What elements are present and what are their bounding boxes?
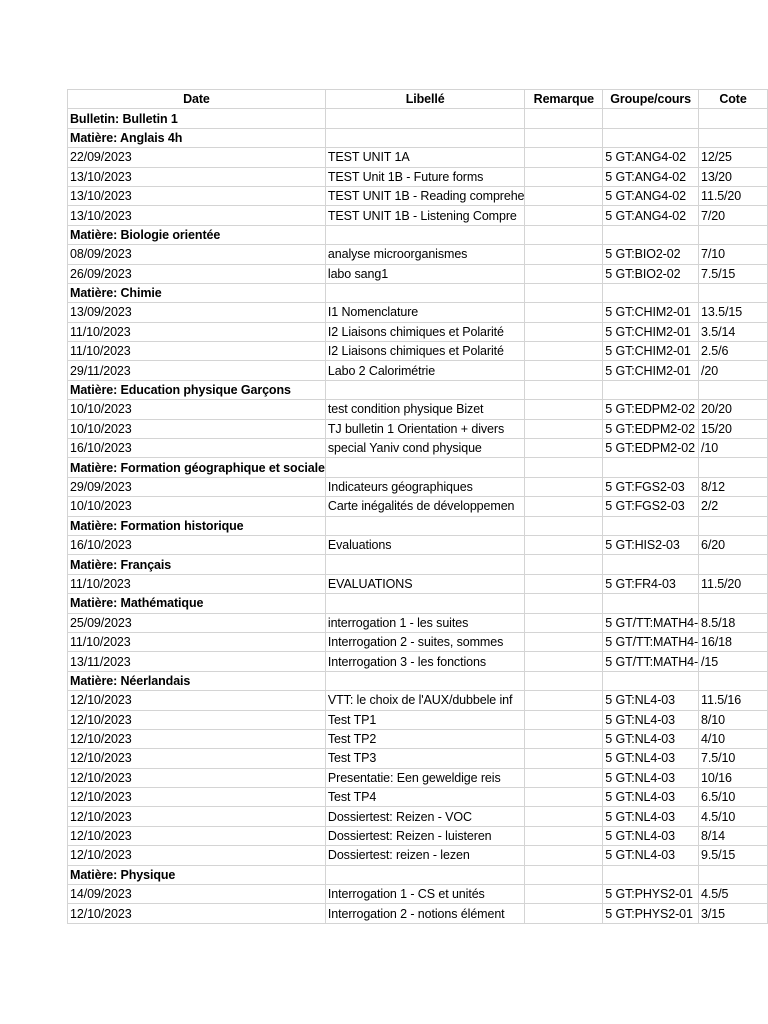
cote-cell: 11.5/20	[699, 186, 768, 205]
table-row	[68, 245, 768, 264]
groupe-cell: 5 GT:PHYS2-01	[603, 885, 699, 904]
date-cell: 12/10/2023	[68, 710, 326, 729]
libelle-cell: Test TP3	[325, 749, 525, 768]
cote-cell: 13/20	[699, 167, 768, 186]
date-cell: 13/10/2023	[68, 206, 326, 225]
libelle-cell: Dossiertest: Reizen - VOC	[325, 807, 525, 826]
remarque-cell	[525, 186, 603, 205]
cote-cell: 2/2	[699, 497, 768, 516]
groupe-cell: 5 GT:NL4-03	[603, 710, 699, 729]
section-row	[68, 458, 768, 477]
section-row	[68, 555, 768, 574]
section-label: Matière: Anglais 4h	[68, 128, 326, 147]
groupe-cell: 5 GT:FR4-03	[603, 574, 699, 593]
date-cell: 16/10/2023	[68, 535, 326, 554]
empty-cell	[603, 555, 699, 574]
cote-cell: 20/20	[699, 400, 768, 419]
table-row	[68, 613, 768, 632]
header-groupe-cours: Groupe/cours	[603, 90, 699, 109]
groupe-cell: 5 GT:EDPM2-02	[603, 400, 699, 419]
section-row	[68, 380, 768, 399]
cote-cell: /15	[699, 652, 768, 671]
cote-cell: 4.5/5	[699, 885, 768, 904]
date-cell: 11/10/2023	[68, 322, 326, 341]
table-row	[68, 439, 768, 458]
empty-cell	[699, 109, 768, 128]
libelle-cell: Indicateurs géographiques	[325, 477, 525, 496]
empty-cell	[525, 516, 603, 535]
remarque-cell	[525, 691, 603, 710]
remarque-cell	[525, 749, 603, 768]
groupe-cell: 5 GT:NL4-03	[603, 768, 699, 787]
groupe-cell: 5 GT:HIS2-03	[603, 535, 699, 554]
cote-cell: 2.5/6	[699, 342, 768, 361]
remarque-cell	[525, 846, 603, 865]
cote-cell: 16/18	[699, 632, 768, 651]
section-label: Matière: Formation géographique et sociale	[68, 458, 326, 477]
table-row	[68, 729, 768, 748]
cote-cell: 10/16	[699, 768, 768, 787]
date-cell: 16/10/2023	[68, 439, 326, 458]
groupe-cell: 5 GT:NL4-03	[603, 691, 699, 710]
empty-cell	[603, 594, 699, 613]
cote-cell: 7.5/10	[699, 749, 768, 768]
date-cell: 13/10/2023	[68, 167, 326, 186]
empty-cell	[603, 225, 699, 244]
table-row	[68, 749, 768, 768]
cote-cell: 6/20	[699, 535, 768, 554]
table-row	[68, 186, 768, 205]
table-row	[68, 807, 768, 826]
date-cell: 11/10/2023	[68, 632, 326, 651]
remarque-cell	[525, 807, 603, 826]
groupe-cell: 5 GT:ANG4-02	[603, 167, 699, 186]
date-cell: 25/09/2023	[68, 613, 326, 632]
date-cell: 12/10/2023	[68, 691, 326, 710]
empty-cell	[525, 128, 603, 147]
groupe-cell: 5 GT/TT:MATH4-	[603, 652, 699, 671]
remarque-cell	[525, 322, 603, 341]
section-label: Matière: Formation historique	[68, 516, 326, 535]
section-label: Bulletin: Bulletin 1	[68, 109, 326, 128]
section-row	[68, 225, 768, 244]
table-row	[68, 535, 768, 554]
cote-cell: 4.5/10	[699, 807, 768, 826]
remarque-cell	[525, 632, 603, 651]
libelle-cell: Labo 2 Calorimétrie	[325, 361, 525, 380]
empty-cell	[603, 109, 699, 128]
groupe-cell: 5 GT/TT:MATH4-	[603, 632, 699, 651]
section-label: Matière: Mathématique	[68, 594, 326, 613]
cote-cell: 7.5/15	[699, 264, 768, 283]
libelle-cell: Presentatie: Een geweldige reis	[325, 768, 525, 787]
empty-cell	[525, 671, 603, 690]
remarque-cell	[525, 710, 603, 729]
remarque-cell	[525, 245, 603, 264]
libelle-cell: Dossiertest: reizen - lezen	[325, 846, 525, 865]
section-row	[68, 283, 768, 302]
empty-cell	[525, 109, 603, 128]
date-cell: 14/09/2023	[68, 885, 326, 904]
remarque-cell	[525, 497, 603, 516]
groupe-cell: 5 GT:NL4-03	[603, 846, 699, 865]
remarque-cell	[525, 613, 603, 632]
date-cell: 11/10/2023	[68, 342, 326, 361]
empty-cell	[325, 458, 525, 477]
date-cell: 29/09/2023	[68, 477, 326, 496]
empty-cell	[603, 128, 699, 147]
groupe-cell: 5 GT:NL4-03	[603, 749, 699, 768]
empty-cell	[603, 458, 699, 477]
libelle-cell: TEST UNIT 1B - Reading comprehe	[325, 186, 525, 205]
groupe-cell: 5 GT/TT:MATH4-	[603, 613, 699, 632]
table-row	[68, 768, 768, 787]
date-cell: 12/10/2023	[68, 826, 326, 845]
empty-cell	[525, 458, 603, 477]
cote-cell: 3.5/14	[699, 322, 768, 341]
section-label: Matière: Biologie orientée	[68, 225, 326, 244]
table-row	[68, 885, 768, 904]
groupe-cell: 5 GT:FGS2-03	[603, 497, 699, 516]
date-cell: 12/10/2023	[68, 846, 326, 865]
section-label: Matière: Physique	[68, 865, 326, 884]
grades-table	[67, 89, 768, 924]
table-row	[68, 477, 768, 496]
groupe-cell: 5 GT:CHIM2-01	[603, 322, 699, 341]
remarque-cell	[525, 574, 603, 593]
empty-cell	[325, 555, 525, 574]
groupe-cell: 5 GT:EDPM2-02	[603, 419, 699, 438]
libelle-cell: I2 Liaisons chimiques et Polarité	[325, 322, 525, 341]
remarque-cell	[525, 788, 603, 807]
remarque-cell	[525, 206, 603, 225]
empty-cell	[699, 865, 768, 884]
table-row	[68, 167, 768, 186]
libelle-cell: Dossiertest: Reizen - luisteren	[325, 826, 525, 845]
remarque-cell	[525, 167, 603, 186]
empty-cell	[699, 555, 768, 574]
remarque-cell	[525, 342, 603, 361]
libelle-cell: Test TP2	[325, 729, 525, 748]
table-row	[68, 322, 768, 341]
remarque-cell	[525, 264, 603, 283]
libelle-cell: Interrogation 3 - les fonctions	[325, 652, 525, 671]
empty-cell	[603, 380, 699, 399]
table-row	[68, 691, 768, 710]
date-cell: 12/10/2023	[68, 749, 326, 768]
libelle-cell: VTT: le choix de l'AUX/dubbele inf	[325, 691, 525, 710]
section-label: Matière: Français	[68, 555, 326, 574]
cote-cell: 8/12	[699, 477, 768, 496]
remarque-cell	[525, 904, 603, 923]
groupe-cell: 5 GT:ANG4-02	[603, 186, 699, 205]
groupe-cell: 5 GT:CHIM2-01	[603, 303, 699, 322]
groupe-cell: 5 GT:NL4-03	[603, 826, 699, 845]
cote-cell: 8.5/18	[699, 613, 768, 632]
section-row	[68, 109, 768, 128]
groupe-cell: 5 GT:BIO2-02	[603, 245, 699, 264]
groupe-cell: 5 GT:EDPM2-02	[603, 439, 699, 458]
libelle-cell: test condition physique Bizet	[325, 400, 525, 419]
grades-table-body	[68, 109, 768, 923]
groupe-cell: 5 GT:NL4-03	[603, 788, 699, 807]
cote-cell: 12/25	[699, 148, 768, 167]
groupe-cell: 5 GT:ANG4-02	[603, 148, 699, 167]
date-cell: 08/09/2023	[68, 245, 326, 264]
section-label: Matière: Chimie	[68, 283, 326, 302]
libelle-cell: analyse microorganismes	[325, 245, 525, 264]
empty-cell	[325, 380, 525, 399]
cote-cell: 7/20	[699, 206, 768, 225]
groupe-cell: 5 GT:ANG4-02	[603, 206, 699, 225]
empty-cell	[699, 283, 768, 302]
remarque-cell	[525, 400, 603, 419]
cote-cell: /10	[699, 439, 768, 458]
libelle-cell: Evaluations	[325, 535, 525, 554]
libelle-cell: I2 Liaisons chimiques et Polarité	[325, 342, 525, 361]
empty-cell	[525, 555, 603, 574]
header-date: Date	[68, 90, 326, 109]
table-row	[68, 206, 768, 225]
date-cell: 29/11/2023	[68, 361, 326, 380]
cote-cell: 8/14	[699, 826, 768, 845]
table-row	[68, 303, 768, 322]
libelle-cell: TEST UNIT 1A	[325, 148, 525, 167]
empty-cell	[325, 865, 525, 884]
cote-cell: 15/20	[699, 419, 768, 438]
header-row	[68, 90, 768, 109]
empty-cell	[603, 671, 699, 690]
date-cell: 13/09/2023	[68, 303, 326, 322]
cote-cell: 3/15	[699, 904, 768, 923]
date-cell: 13/11/2023	[68, 652, 326, 671]
cote-cell: 8/10	[699, 710, 768, 729]
remarque-cell	[525, 419, 603, 438]
cote-cell: 9.5/15	[699, 846, 768, 865]
remarque-cell	[525, 361, 603, 380]
remarque-cell	[525, 303, 603, 322]
libelle-cell: Interrogation 2 - suites, sommes	[325, 632, 525, 651]
empty-cell	[699, 671, 768, 690]
remarque-cell	[525, 439, 603, 458]
libelle-cell: special Yaniv cond physique	[325, 439, 525, 458]
table-row	[68, 342, 768, 361]
table-row	[68, 904, 768, 923]
empty-cell	[603, 283, 699, 302]
header-remarque: Remarque	[525, 90, 603, 109]
cote-cell: /20	[699, 361, 768, 380]
libelle-cell: TJ bulletin 1 Orientation + divers	[325, 419, 525, 438]
libelle-cell: interrogation 1 - les suites	[325, 613, 525, 632]
empty-cell	[525, 380, 603, 399]
libelle-cell: Carte inégalités de développemen	[325, 497, 525, 516]
date-cell: 10/10/2023	[68, 497, 326, 516]
remarque-cell	[525, 652, 603, 671]
empty-cell	[525, 283, 603, 302]
cote-cell: 7/10	[699, 245, 768, 264]
date-cell: 12/10/2023	[68, 904, 326, 923]
cote-cell: 11.5/20	[699, 574, 768, 593]
section-label: Matière: Education physique Garçons	[68, 380, 326, 399]
libelle-cell: TEST UNIT 1B - Listening Compre	[325, 206, 525, 225]
date-cell: 10/10/2023	[68, 419, 326, 438]
table-row	[68, 361, 768, 380]
empty-cell	[325, 128, 525, 147]
libelle-cell: Interrogation 2 - notions élément	[325, 904, 525, 923]
groupe-cell: 5 GT:NL4-03	[603, 807, 699, 826]
libelle-cell: labo sang1	[325, 264, 525, 283]
libelle-cell: I1 Nomenclature	[325, 303, 525, 322]
groupe-cell: 5 GT:PHYS2-01	[603, 904, 699, 923]
table-row	[68, 846, 768, 865]
section-row	[68, 865, 768, 884]
remarque-cell	[525, 826, 603, 845]
empty-cell	[699, 458, 768, 477]
table-row	[68, 419, 768, 438]
table-row	[68, 264, 768, 283]
cote-cell: 6.5/10	[699, 788, 768, 807]
empty-cell	[525, 865, 603, 884]
table-row	[68, 826, 768, 845]
empty-cell	[325, 516, 525, 535]
date-cell: 12/10/2023	[68, 729, 326, 748]
empty-cell	[525, 225, 603, 244]
libelle-cell: Interrogation 1 - CS et unités	[325, 885, 525, 904]
header-cote: Cote	[699, 90, 768, 109]
empty-cell	[603, 516, 699, 535]
empty-cell	[699, 128, 768, 147]
table-row	[68, 497, 768, 516]
empty-cell	[699, 225, 768, 244]
date-cell: 12/10/2023	[68, 807, 326, 826]
libelle-cell: Test TP4	[325, 788, 525, 807]
date-cell: 10/10/2023	[68, 400, 326, 419]
date-cell: 11/10/2023	[68, 574, 326, 593]
date-cell: 13/10/2023	[68, 186, 326, 205]
remarque-cell	[525, 729, 603, 748]
groupe-cell: 5 GT:FGS2-03	[603, 477, 699, 496]
section-row	[68, 594, 768, 613]
table-row	[68, 400, 768, 419]
empty-cell	[699, 380, 768, 399]
cote-cell: 13.5/15	[699, 303, 768, 322]
date-cell: 12/10/2023	[68, 768, 326, 787]
libelle-cell: TEST Unit 1B - Future forms	[325, 167, 525, 186]
remarque-cell	[525, 535, 603, 554]
empty-cell	[525, 594, 603, 613]
table-row	[68, 710, 768, 729]
empty-cell	[699, 516, 768, 535]
empty-cell	[603, 865, 699, 884]
section-row	[68, 671, 768, 690]
cote-cell: 4/10	[699, 729, 768, 748]
groupe-cell: 5 GT:NL4-03	[603, 729, 699, 748]
empty-cell	[325, 283, 525, 302]
remarque-cell	[525, 477, 603, 496]
table-row	[68, 574, 768, 593]
header-libelle: Libellé	[325, 90, 525, 109]
section-row	[68, 516, 768, 535]
remarque-cell	[525, 148, 603, 167]
table-row	[68, 652, 768, 671]
empty-cell	[699, 594, 768, 613]
empty-cell	[325, 109, 525, 128]
table-row	[68, 148, 768, 167]
table-row	[68, 632, 768, 651]
groupe-cell: 5 GT:BIO2-02	[603, 264, 699, 283]
date-cell: 12/10/2023	[68, 788, 326, 807]
libelle-cell: EVALUATIONS	[325, 574, 525, 593]
cote-cell: 11.5/16	[699, 691, 768, 710]
empty-cell	[325, 671, 525, 690]
section-row	[68, 128, 768, 147]
empty-cell	[325, 594, 525, 613]
groupe-cell: 5 GT:CHIM2-01	[603, 361, 699, 380]
groupe-cell: 5 GT:CHIM2-01	[603, 342, 699, 361]
remarque-cell	[525, 885, 603, 904]
libelle-cell: Test TP1	[325, 710, 525, 729]
empty-cell	[325, 225, 525, 244]
date-cell: 26/09/2023	[68, 264, 326, 283]
section-label: Matière: Néerlandais	[68, 671, 326, 690]
remarque-cell	[525, 768, 603, 787]
table-row	[68, 788, 768, 807]
date-cell: 22/09/2023	[68, 148, 326, 167]
